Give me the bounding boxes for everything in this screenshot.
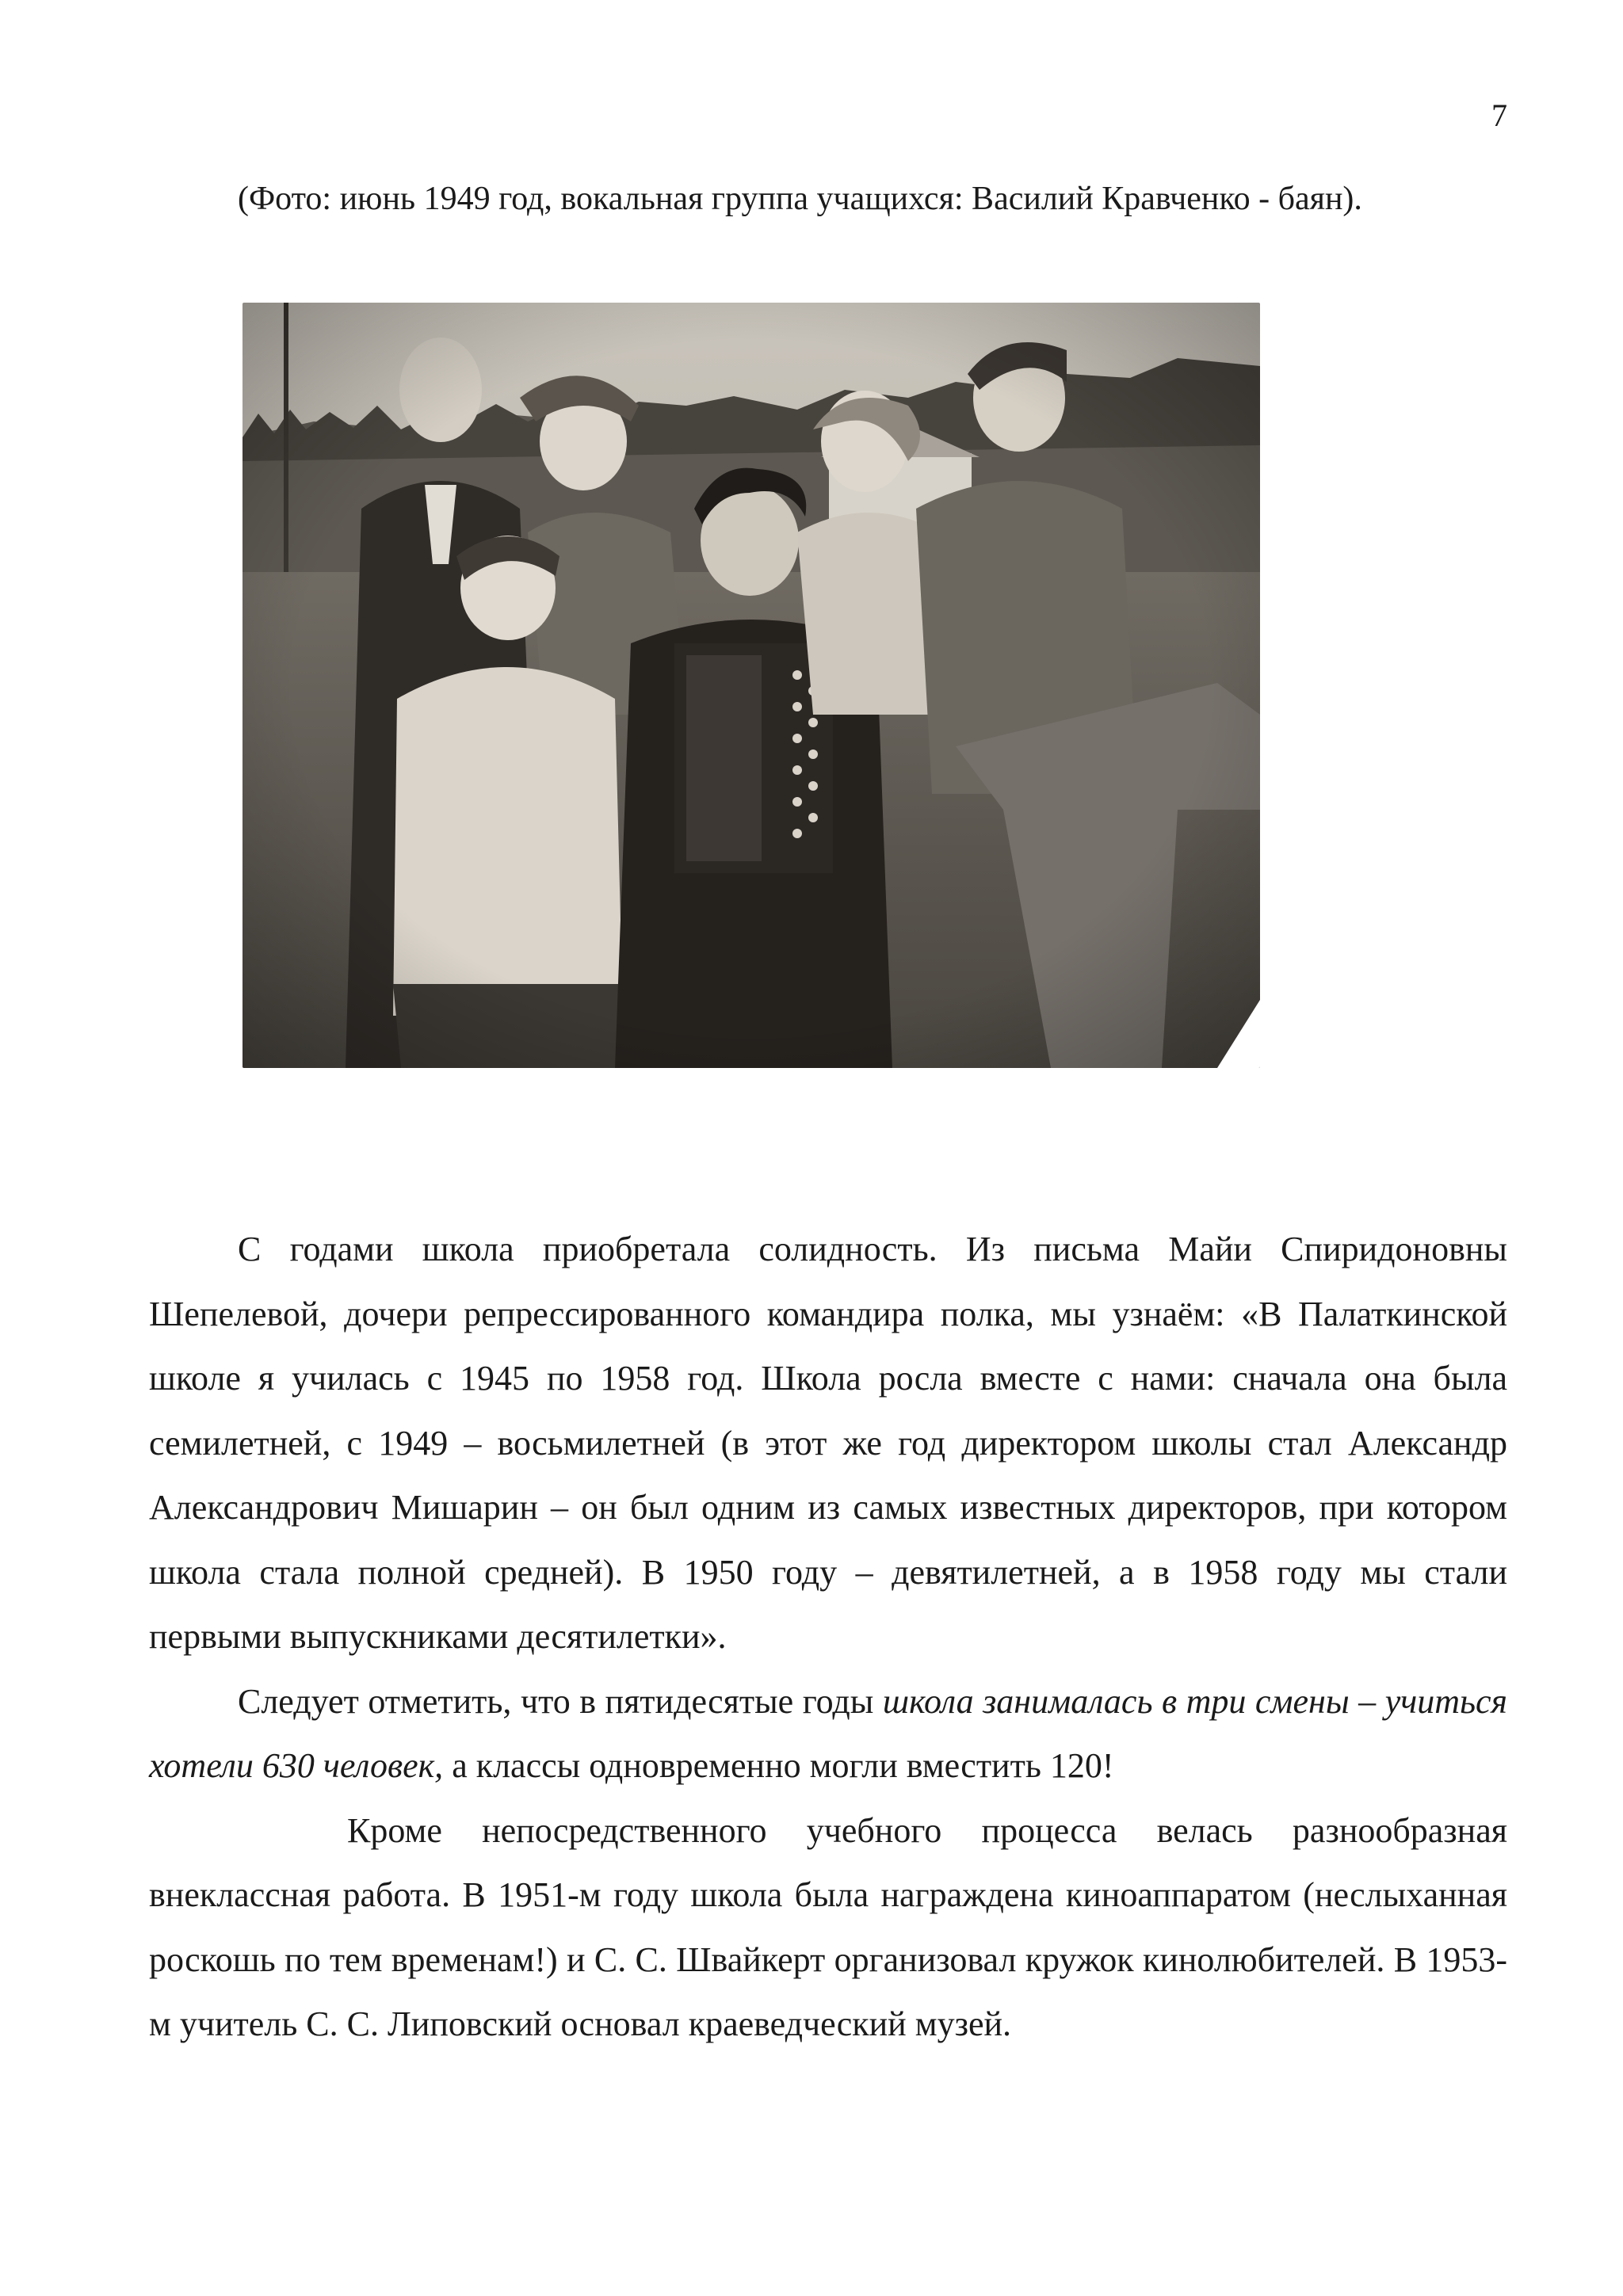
paragraph-extracurricular: Кроме непосредственного учебного процесса велась разнообразная внеклассная работа. В 1951-м году школа была награждена киноаппаратом (неслыханная роскошь по тем временам!) и С. С. Швайкерт организовал кружок кинолюбителей. В 1953-м учитель С. С. Липовский основал краеведческий музей. [149, 1810, 1507, 2043]
page-number: 7 [1491, 97, 1507, 133]
group-photo [242, 303, 1260, 1068]
paragraph-shifts-italic: школа занималась в три смены – учиться хотели 630 человек, [149, 1681, 1507, 1785]
paragraph-letter: С годами школа приобретала солидность. Из письма Майи Спиридоновны Шепелевой, дочери репрессированного командира полка, мы узнаём: «В Палаткинской школе я училась с 1945 по 1958 год. Школа росла вместе с нами: сначала она была семилетней, с 1949 – восьмилетней (в этот же год директором школы стал Александр Александрович Мишарин – он был одним из самых известных директоров, при котором школа стала полной средней). В 1950 году – девятилетней, а в 1958 году мы стали первыми выпускниками десятилетки». [149, 1230, 1507, 1656]
paragraph-shifts-end: а классы одновременно могли вместить 120! [443, 1746, 1114, 1785]
paragraph-shifts-start: Следует отметить, что в пятидесятые годы [238, 1681, 883, 1721]
paragraph-shifts [149, 1669, 1507, 1798]
photo-caption: (Фото: июнь 1949 год, вокальная группа учащихся: Василий Кравченко - баян). [238, 181, 1362, 217]
body-text [149, 1217, 1507, 2057]
